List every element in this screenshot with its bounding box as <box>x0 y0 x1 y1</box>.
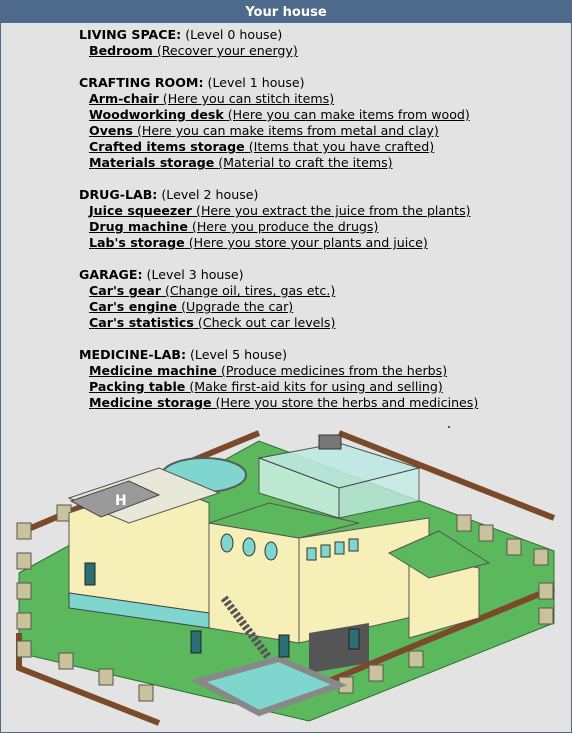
room-link[interactable] <box>79 123 478 139</box>
room-link[interactable] <box>79 315 478 331</box>
room-link-description: (Change oil, tires, gas etc.) <box>164 283 336 298</box>
room-link[interactable] <box>79 363 478 379</box>
room-link[interactable] <box>79 203 478 219</box>
room-link-label: Packing table <box>89 379 186 394</box>
section-name: CRAFTING ROOM: <box>79 75 204 90</box>
room-link[interactable] <box>79 283 478 299</box>
section-crafting room <box>79 75 478 171</box>
section-level: (Level 5 house) <box>190 347 288 362</box>
room-link[interactable] <box>79 395 478 411</box>
section-living space <box>79 27 478 59</box>
room-link[interactable] <box>79 219 478 235</box>
section-garage <box>79 267 478 331</box>
room-link-label: Lab's storage <box>89 235 185 250</box>
section-name: GARAGE: <box>79 267 143 282</box>
section-level: (Level 0 house) <box>185 27 283 42</box>
section-heading <box>79 347 478 363</box>
room-link-label: Bedroom <box>89 43 153 58</box>
room-link-description: (Make first-aid kits for using and selling) <box>189 379 443 394</box>
room-link-label: Car's gear <box>89 283 161 298</box>
room-link-label: Juice squeezer <box>89 203 193 218</box>
section-heading <box>79 27 478 43</box>
helipad-marker: H <box>115 493 127 509</box>
section-level: (Level 1 house) <box>207 75 305 90</box>
room-link-label: Car's engine <box>89 299 178 314</box>
house-rooms-list <box>79 27 478 427</box>
room-link-description: (Items that you have crafted) <box>248 139 435 154</box>
room-link-label: Drug machine <box>89 219 188 234</box>
window-title: Your house <box>1 1 571 23</box>
room-link-description: (Here you can make items from metal and clay) <box>136 123 439 138</box>
room-link-label: Woodworking desk <box>89 107 224 122</box>
room-link[interactable] <box>79 299 478 315</box>
room-link-label: Medicine storage <box>89 395 212 410</box>
room-link-description: (Check out car levels) <box>197 315 336 330</box>
section-heading <box>79 75 478 91</box>
room-link-description: (Produce medicines from the herbs) <box>220 363 448 378</box>
room-link-description: (Here you can make items from wood) <box>227 107 470 122</box>
room-link-label: Ovens <box>89 123 133 138</box>
section-name: DRUG-LAB: <box>79 187 158 202</box>
room-link-label: Materials storage <box>89 155 215 170</box>
room-link-description: (Material to craft the items) <box>218 155 393 170</box>
section-heading <box>79 267 478 283</box>
room-link[interactable] <box>79 91 478 107</box>
room-link-description: (Here you extract the juice from the plants) <box>196 203 471 218</box>
room-link[interactable] <box>79 107 478 123</box>
room-link-description: (Here you store the herbs and medicines) <box>215 395 479 410</box>
section-name: MEDICINE-LAB: <box>79 347 186 362</box>
room-link-description: (Here you can stitch items) <box>162 91 335 106</box>
section-level: (Level 2 house) <box>161 187 259 202</box>
room-link[interactable] <box>79 235 478 251</box>
section-level: (Level 3 house) <box>146 267 244 282</box>
room-link[interactable] <box>79 155 478 171</box>
house-illustration[interactable] <box>9 423 569 731</box>
section-heading <box>79 187 478 203</box>
room-link-description: (Here you store your plants and juice) <box>188 235 428 250</box>
room-link-label: Car's statistics <box>89 315 194 330</box>
room-link[interactable] <box>79 43 478 59</box>
room-link-description: (Here you produce the drugs) <box>191 219 379 234</box>
section-name: LIVING SPACE: <box>79 27 182 42</box>
room-link-description: (Upgrade the car) <box>181 299 294 314</box>
room-link-label: Crafted items storage <box>89 139 245 154</box>
room-link-label: Medicine machine <box>89 363 217 378</box>
room-link[interactable] <box>79 139 478 155</box>
room-link-label: Arm-chair <box>89 91 159 106</box>
section-drug-lab <box>79 187 478 251</box>
section-medicine-lab <box>79 347 478 411</box>
room-link-description: (Recover your energy) <box>156 43 298 58</box>
room-link[interactable] <box>79 379 478 395</box>
